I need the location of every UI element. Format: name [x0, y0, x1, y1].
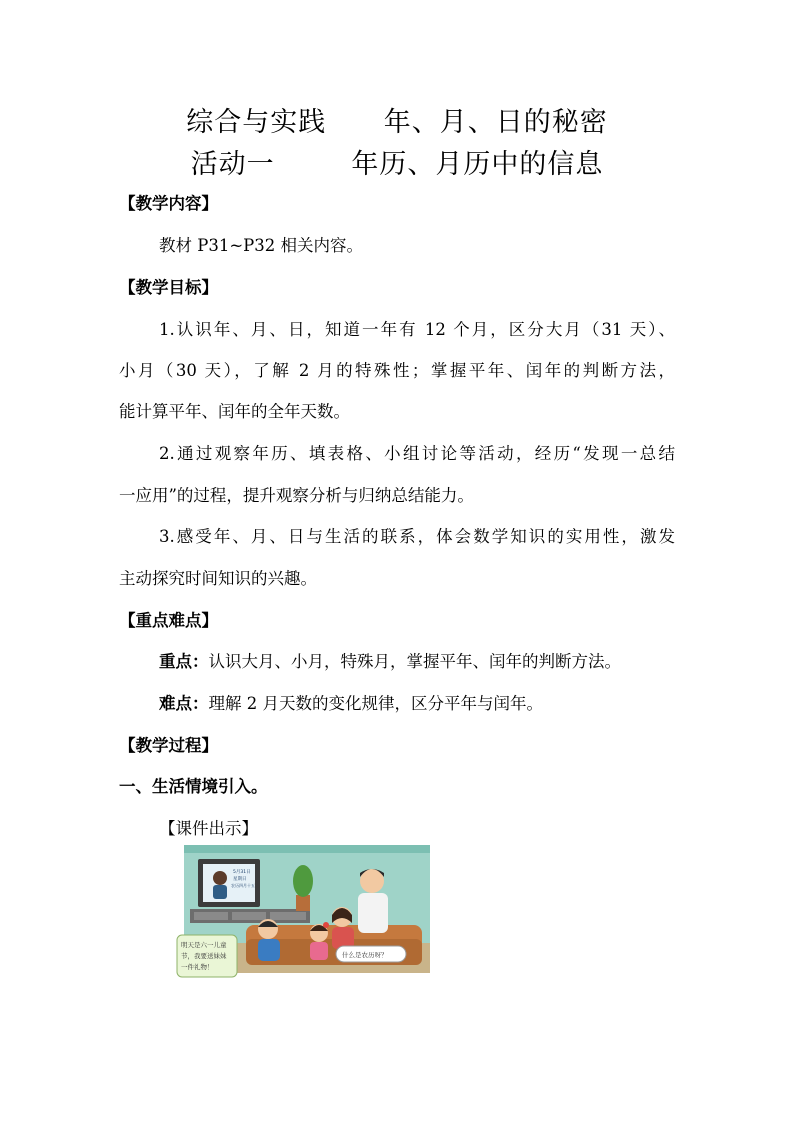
goal-1-line-3: 能计算平年、闰年的全年天数。 [119, 402, 350, 421]
plant-pot [296, 895, 310, 911]
difficulty-label: 难点： [159, 694, 209, 713]
difficulty-line [159, 690, 543, 714]
section-header-process: 【教学过程】 [119, 736, 218, 755]
section-header-content: 【教学内容】 [119, 194, 218, 213]
bubble-right-text: 什么是农历呀？ [342, 951, 388, 959]
content-text: 教材 P31~P32 相关内容。 [159, 236, 364, 255]
bubble-left-line-2: 节，我要送妹妹 [181, 952, 227, 960]
tv-lunar-text: 农历四月十五 [231, 883, 255, 888]
goal-2-line-1: 2.通过观察年历、填表格、小组讨论等活动，经历“发现一总结 [159, 444, 675, 463]
tv-weekday-text: 星期日 [233, 877, 247, 882]
key-point-line [159, 648, 621, 672]
key-point-label: 重点： [159, 652, 209, 671]
goal-3-line-1: 3.感受年、月、日与生活的联系，体会数学知识的实用性，激发 [159, 527, 675, 546]
bubble-left-line-1: 明天是六一儿童 [181, 941, 227, 949]
goal-1-line-2: 小月（30 天），了解 2 月的特殊性；掌握平年、闰年的判断方法， [119, 361, 675, 380]
goal-2-line-2: 一应用”的过程，提升观察分析与归纳总结能力。 [119, 486, 474, 505]
courseware-label: 【课件出示】 [159, 819, 258, 838]
section-header-key-points: 【重点难点】 [119, 611, 218, 630]
key-point-text: 认识大月、小月，特殊月，掌握平年、闰年的判断方法。 [208, 652, 621, 671]
tv-date-text: 5月31日 [233, 870, 251, 875]
goal-3-line-2: 主动探究时间知识的兴趣。 [119, 569, 317, 588]
document-subtitle: 活动一 年历、月历中的信息 [190, 149, 604, 180]
section-header-goals: 【教学目标】 [119, 278, 218, 297]
goal-1-line-1: 1.认识年、月、日，知道一年有 12 个月，区分大月（31 天）、 [159, 320, 675, 339]
document-title: 综合与实践 年、月、日的秘密 [186, 107, 608, 138]
bubble-left-line-3: 一件礼物！ [181, 963, 214, 971]
plant-icon [293, 865, 313, 897]
difficulty-text: 理解 2 月天数的变化规律，区分平年与闰年。 [208, 694, 543, 713]
family-living-room-illustration [176, 843, 430, 985]
step-1-heading: 一、生活情境引入。 [119, 777, 268, 796]
